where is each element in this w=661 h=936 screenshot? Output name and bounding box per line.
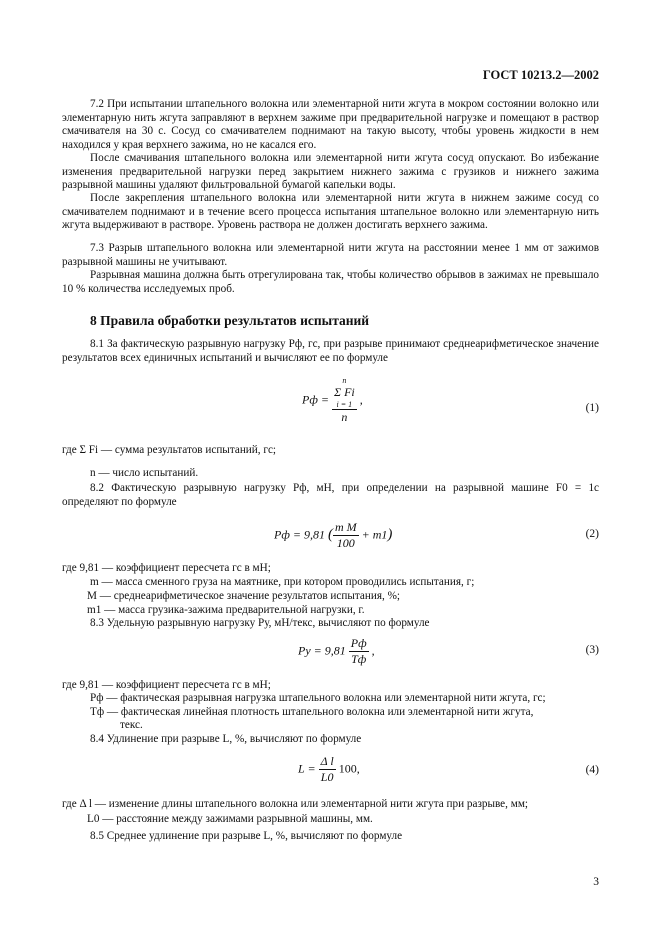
equation-number-1: (1) bbox=[585, 402, 599, 414]
where-3-line-3: Tф — фактическая линейная плотность штапельного волокна или элементарной нити жгута, bbox=[90, 706, 534, 718]
where-2-line-1: где 9,81 — коэффициент пересчета гс в мН; bbox=[62, 562, 271, 574]
paragraph-8-2: 8.2 Фактическую разрывную нагрузку Pф, мН, при определении на разрывной машине F0 = 1c определяют по формуле bbox=[62, 482, 599, 508]
equation-number-3: (3) bbox=[585, 644, 599, 656]
paragraph-7-2: 7.2 При испытании штапельного волокна или элементарной нити жгута в мокром состоянии волокно или элементарную нить жгута заправляют в верхнем зажиме при предварительной нагрузке и помещают в раствор смачивателя на 30 с. Сосуд со смачивателем поднимают на такую высоту, чтобы уровень жидкости в нем находился у края верхнего зажима, но не касался его. bbox=[62, 98, 599, 151]
formula-4-fraction: $\frac{\text{Δ l}}{L0}$ bbox=[320, 754, 334, 784]
paragraph-8-5: 8.5 Среднее удлинение при разрыве L, %, вычисляют по формуле bbox=[90, 830, 403, 842]
paragraph-8-1: 8.1 За фактическую разрывную нагрузку Pф, гс, при разрыве принимают среднеарифметическое значение результатов всех единичных испытаний и вычисляют ее по формуле bbox=[62, 338, 599, 364]
formula-3: Pу = 9,81 $\frac{Pф}{Tф}$ , bbox=[298, 636, 375, 666]
formula-3-fraction: $\frac{Pф}{Tф}$ bbox=[350, 636, 367, 666]
paragraph-8-4: 8.4 Удлинение при разрыве L, %, вычисляют по формуле bbox=[90, 733, 362, 745]
formula-2-fraction: $\frac{\text{m M}}{100}$ bbox=[334, 520, 357, 550]
paragraph-8-3: 8.3 Удельную разрывную нагрузку Pу, мН/текс, вычисляют по формуле bbox=[90, 617, 430, 629]
section-8-title: 8 Правила обработки результатов испытаний bbox=[90, 313, 370, 328]
where-3-line-4: текс. bbox=[120, 719, 143, 731]
paragraph-7-3: 7.3 Разрыв штапельного волокна или элементарной нити жгута на расстоянии менее 1 мм от зажимов разрывной машины не учитывают. bbox=[62, 242, 599, 268]
formula-1-numerator: n Σ Fi i = 1 bbox=[333, 376, 355, 409]
paragraph-7-3-b: Разрывная машина должна быть отрегулирована так, чтобы количество обрывов в зажимах не превышало 10 % количества исследуемых проб. bbox=[62, 269, 599, 295]
paragraph-7-2-b: После смачивания штапельного волокна или элементарной нити жгута сосуд опускают. Во избежание изменения предварительной нагрузки перед закрытием нижнего зажима с грузиков и нижнего зажима разрывной машины удаляют фильтровальной бумагой капельки воды. bbox=[62, 152, 599, 191]
where-3-line-1: где 9,81 — коэффициент пересчета гс в мН; bbox=[62, 679, 271, 691]
formula-1-lhs: Pф = bbox=[302, 392, 329, 407]
formula-1: Pф = n Σ Fi i = 1 n , bbox=[302, 376, 363, 424]
where-2-line-3: M — среднеарифметическое значение результатов испытания, %; bbox=[87, 590, 400, 602]
where-1-line-1: где Σ Fi — сумма результатов испытаний, гс; bbox=[62, 444, 277, 456]
page-number: 3 bbox=[593, 876, 599, 888]
equation-number-4: (4) bbox=[585, 764, 599, 776]
equation-number-2: (2) bbox=[585, 528, 599, 540]
formula-1-denominator: n bbox=[341, 410, 348, 424]
where-4-line-1: где Δ l — изменение длины штапельного волокна или элементарной нити жгута при разрыве, мм; bbox=[62, 798, 529, 810]
formula-2: Pф = 9,81 ( $\frac{\text{m M}}{100}$ + m1) bbox=[274, 520, 393, 550]
where-4-line-2: L0 — расстояние между зажимами разрывной машины, мм. bbox=[87, 813, 373, 825]
where-3-line-2: Pф — фактическая разрывная нагрузка штапельного волокна или элементарной нити жгута, гс; bbox=[90, 692, 546, 704]
document-header: ГОСТ 10213.2—2002 bbox=[482, 68, 599, 82]
formula-1-fraction bbox=[332, 376, 357, 425]
where-2-line-2: m — масса сменного груза на маятнике, при котором проводились испытания, г; bbox=[90, 576, 475, 588]
where-2-line-4: m1 — масса грузика-зажима предварительной нагрузки, г. bbox=[87, 604, 365, 616]
paragraph-7-2-c: После закрепления штапельного волокна или элементарной нити жгута в нижнем зажиме сосуд со смачивателем поднимают и в течение всего процесса испытания штапельное волокно или элементарную нить жгута выдерживают в растворе. Уровень раствора не должен достигать верхнего зажима. bbox=[62, 192, 599, 231]
formula-4: L = $\frac{\text{Δ l}}{L0}$ 100, bbox=[298, 754, 360, 784]
where-1-line-2: n — число испытаний. bbox=[90, 467, 199, 479]
